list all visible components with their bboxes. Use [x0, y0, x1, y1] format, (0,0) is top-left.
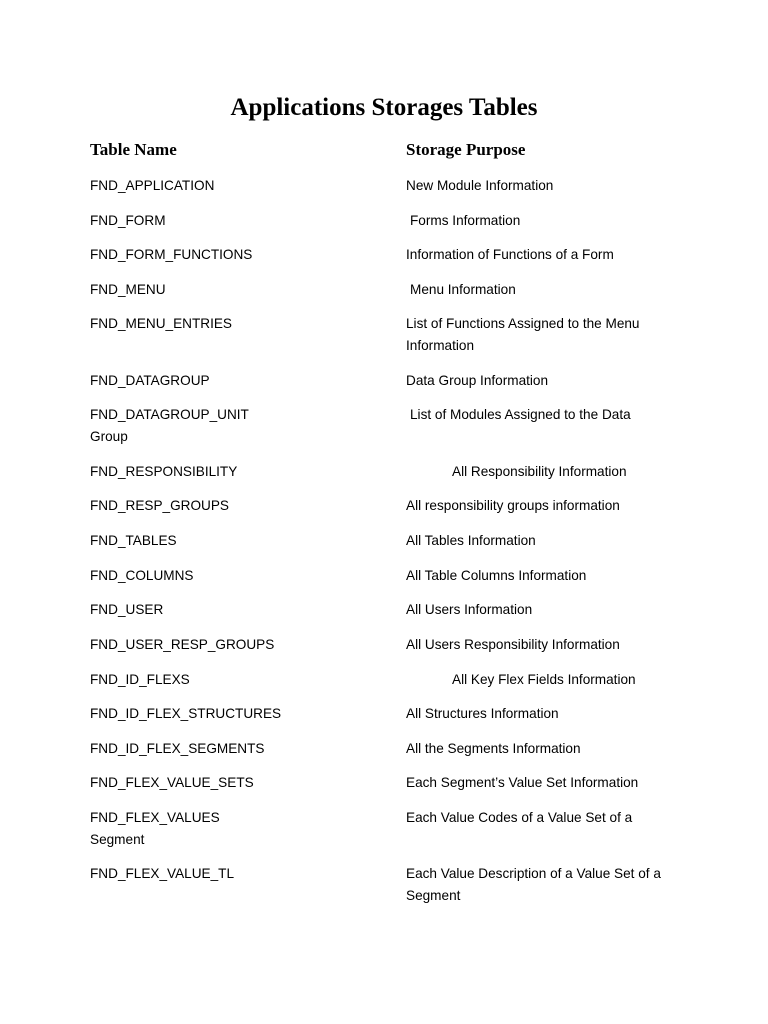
storage-purpose-cell: Each Value Description of a Value Set of a Segment: [406, 866, 665, 903]
table-name-cell: FND_RESP_GROUPS: [90, 498, 229, 513]
storage-purpose-cell: All Responsibility Information: [452, 464, 627, 479]
storage-purpose-cell: Each Value Codes of a Value Set of a: [406, 810, 633, 825]
table-name-cell: FND_TABLES: [90, 533, 177, 548]
table-name-cell: FND_FLEX_VALUES Segment: [90, 810, 220, 847]
storage-purpose-cell: All Key Flex Fields Information: [452, 672, 636, 687]
storage-purpose-cell: Each Segment’s Value Set Information: [406, 775, 639, 790]
storage-purpose-cell: All the Segments Information: [406, 741, 581, 756]
table-name-cell: FND_DATAGROUP_UNIT Group: [90, 407, 249, 444]
storage-purpose-cell: Forms Information: [410, 213, 521, 228]
table-name-cell: FND_MENU: [90, 282, 166, 297]
page-title: Applications Storages Tables: [230, 94, 538, 121]
table-name-cell: FND_FLEX_VALUE_SETS: [90, 775, 254, 790]
table-name-cell: FND_ID_FLEX_STRUCTURES: [90, 706, 282, 721]
storage-purpose-cell: All Structures Information: [406, 706, 559, 721]
table-name-cell: FND_COLUMNS: [90, 568, 194, 583]
table-name-cell: FND_USER: [90, 602, 164, 617]
table-name-cell: FND_USER_RESP_GROUPS: [90, 637, 275, 652]
storage-purpose-cell: All Users Responsibility Information: [406, 637, 620, 652]
storage-purpose-cell: All Tables Information: [406, 533, 536, 548]
storage-purpose-cell: List of Functions Assigned to the Menu Information: [406, 316, 644, 353]
storage-purpose-cell: New Module Information: [406, 178, 554, 193]
table-name-cell: FND_MENU_ENTRIES: [90, 316, 232, 331]
table-name-cell: FND_ID_FLEX_SEGMENTS: [90, 741, 265, 756]
table-name-cell: FND_RESPONSIBILITY: [90, 464, 238, 479]
table-name-cell: FND_FORM: [90, 213, 166, 228]
column-header-table-name: Table Name: [90, 140, 177, 159]
column-header-storage-purpose: Storage Purpose: [406, 140, 526, 159]
table-name-cell: FND_FLEX_VALUE_TL: [90, 866, 235, 881]
storage-purpose-cell: All responsibility groups information: [406, 498, 620, 513]
storage-purpose-cell: All Users Information: [406, 602, 533, 617]
table-name-cell: FND_ID_FLEXS: [90, 672, 190, 687]
table-name-cell: FND_APPLICATION: [90, 178, 215, 193]
storage-purpose-cell: All Table Columns Information: [406, 568, 587, 583]
table-name-cell: FND_FORM_FUNCTIONS: [90, 247, 253, 262]
storage-purpose-cell: Data Group Information: [406, 373, 549, 388]
table-name-cell: FND_DATAGROUP: [90, 373, 210, 388]
storage-purpose-cell: Menu Information: [410, 282, 516, 297]
storage-purpose-cell: List of Modules Assigned to the Data: [410, 407, 631, 422]
storage-purpose-cell: Information of Functions of a Form: [406, 247, 614, 262]
